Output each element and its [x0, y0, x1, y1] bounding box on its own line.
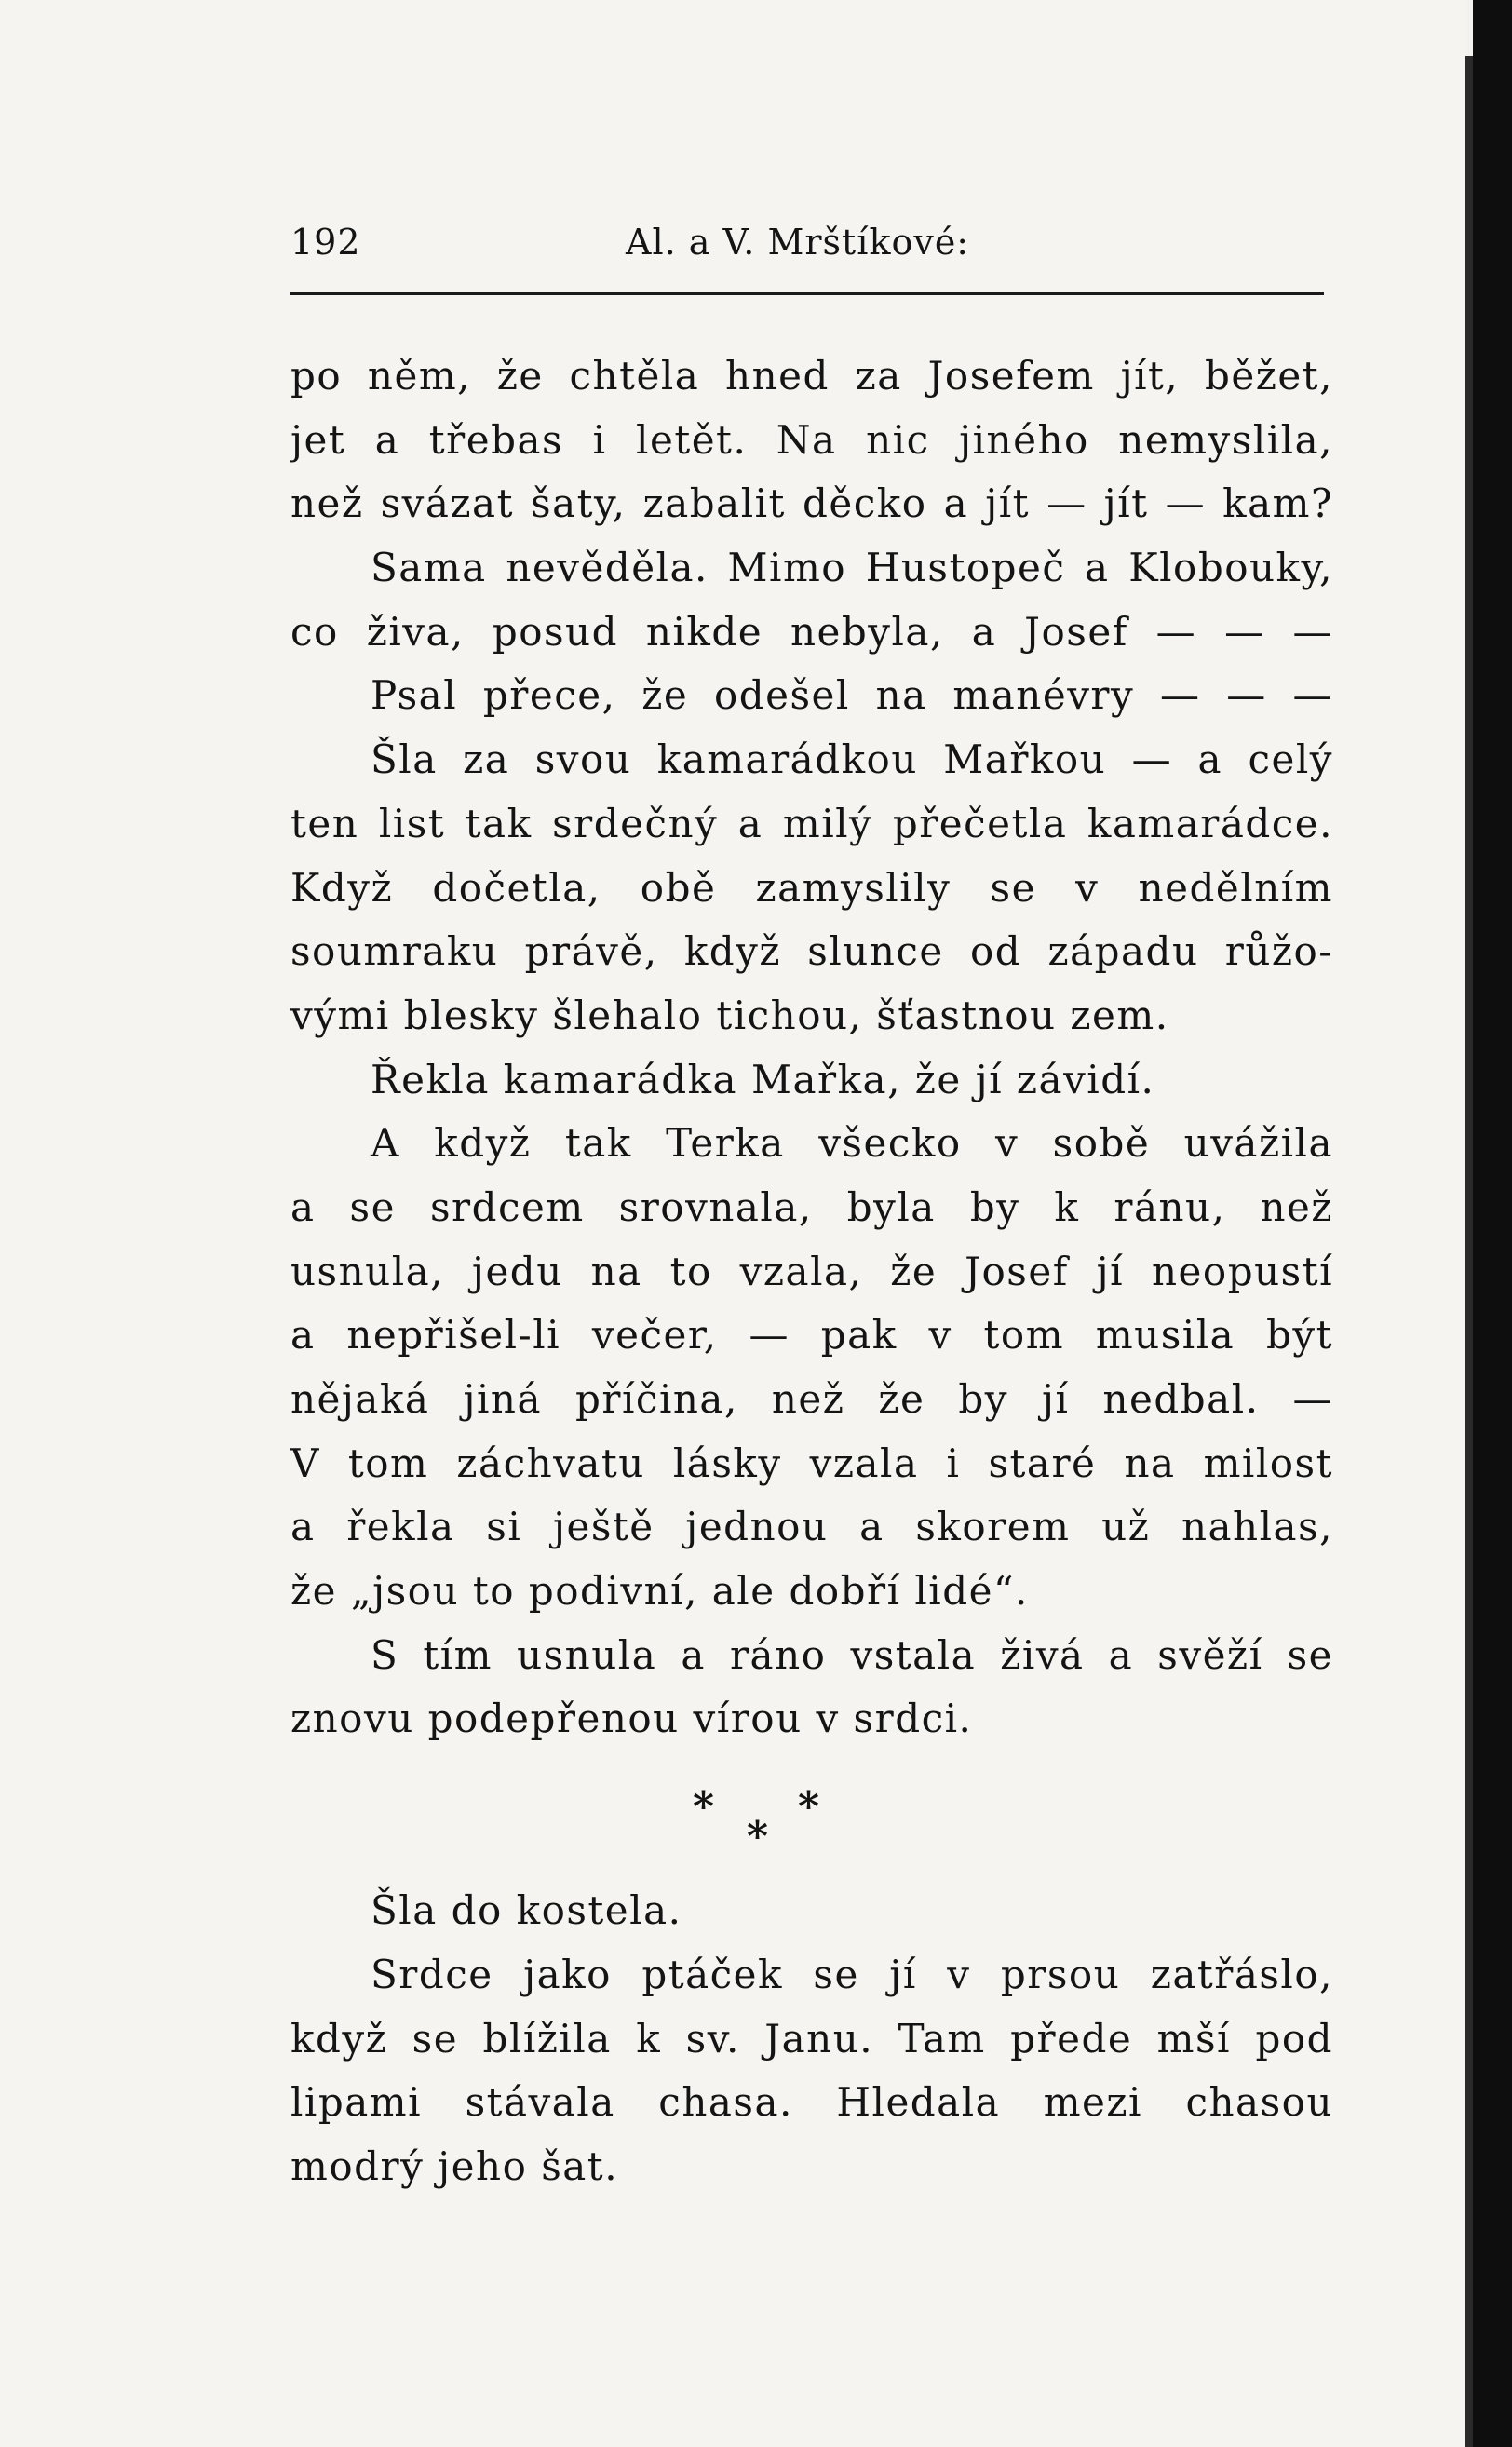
text-line: Řekla kamarádka Mařka, že jí závidí.: [371, 1056, 1155, 1102]
asterisk: *: [693, 1783, 716, 1832]
text-line: vými blesky šlehalo tichou, šťastnou zem.: [290, 992, 1169, 1038]
running-title: Al. a V. Mrštíkové:: [626, 222, 970, 263]
text-line: S tím usnula a ráno vstala živá a svěží se: [371, 1631, 1333, 1678]
text-line: Srdce jako ptáček se jí v prsou zatřáslo,: [371, 1951, 1333, 1997]
text-line: V tom záchvatu lásky vzala i staré na milost: [290, 1440, 1333, 1486]
asterisk: *: [798, 1783, 821, 1832]
text-line: modrý jeho šat.: [290, 2143, 619, 2189]
page-header: [290, 222, 1324, 277]
text-line: a se srdcem srovnala, byla by k ránu, než: [290, 1183, 1333, 1230]
text-line: Šla do kostela.: [371, 1887, 682, 1934]
asterisk: *: [747, 1813, 770, 1861]
text-line: Když dočetla, obě zamyslily se v nedělním: [290, 864, 1333, 911]
header-rule: [290, 292, 1324, 295]
scan-shadow: [1465, 56, 1473, 2447]
text-line: lipami stávala chasa. Hledala mezi chasou: [290, 2079, 1333, 2126]
text-line: ten list tak srdečný a milý přečetla kamarádce.: [290, 800, 1333, 846]
text-line: než svázat šaty, zabalit děcko a jít — jít — kam?: [290, 480, 1333, 527]
text-line: Sama nevěděla. Mimo Hustopeč a Klobouky,: [371, 545, 1333, 591]
section-break-asterism: [290, 1751, 1333, 1879]
text-line: A když tak Terka všecko v sobě uvážila: [371, 1120, 1333, 1167]
text-line: jet a třebas i letět. Na nic jiného nemyslila,: [290, 416, 1333, 463]
page-number: 192: [290, 222, 361, 263]
text-line: když se blížila k sv. Janu. Tam přede mší pod: [290, 2015, 1333, 2062]
text-line: Psal přece, že odešel na manévry — — —: [371, 672, 1333, 719]
text-line: že „jsou to podivní, ale dobří lidé“.: [290, 1568, 1029, 1615]
text-line: co živa, posud nikde nebyla, a Josef — — —: [290, 608, 1333, 655]
text-line: a nepřišel-li večer, — pak v tom musila být: [290, 1312, 1333, 1359]
text-line: a řekla si ještě jednou a skorem už nahlas,: [290, 1504, 1333, 1550]
text-line: soumraku právě, když slunce od západu růžo-: [290, 928, 1333, 975]
text-line: nějaká jiná příčina, než že by jí nedbal. —: [290, 1376, 1333, 1422]
text-line: usnula, jedu na to vzala, že Josef jí neopustí: [290, 1248, 1333, 1294]
text-line: Šla za svou kamarádkou Mařkou — a celý: [371, 737, 1333, 783]
body-text: [290, 345, 1333, 2199]
text-line: znovu podepřenou vírou v srdci.: [290, 1696, 973, 1742]
text-line: po něm, že chtěla hned za Josefem jít, běžet,: [290, 353, 1333, 399]
scan-edge: [1473, 0, 1512, 2447]
